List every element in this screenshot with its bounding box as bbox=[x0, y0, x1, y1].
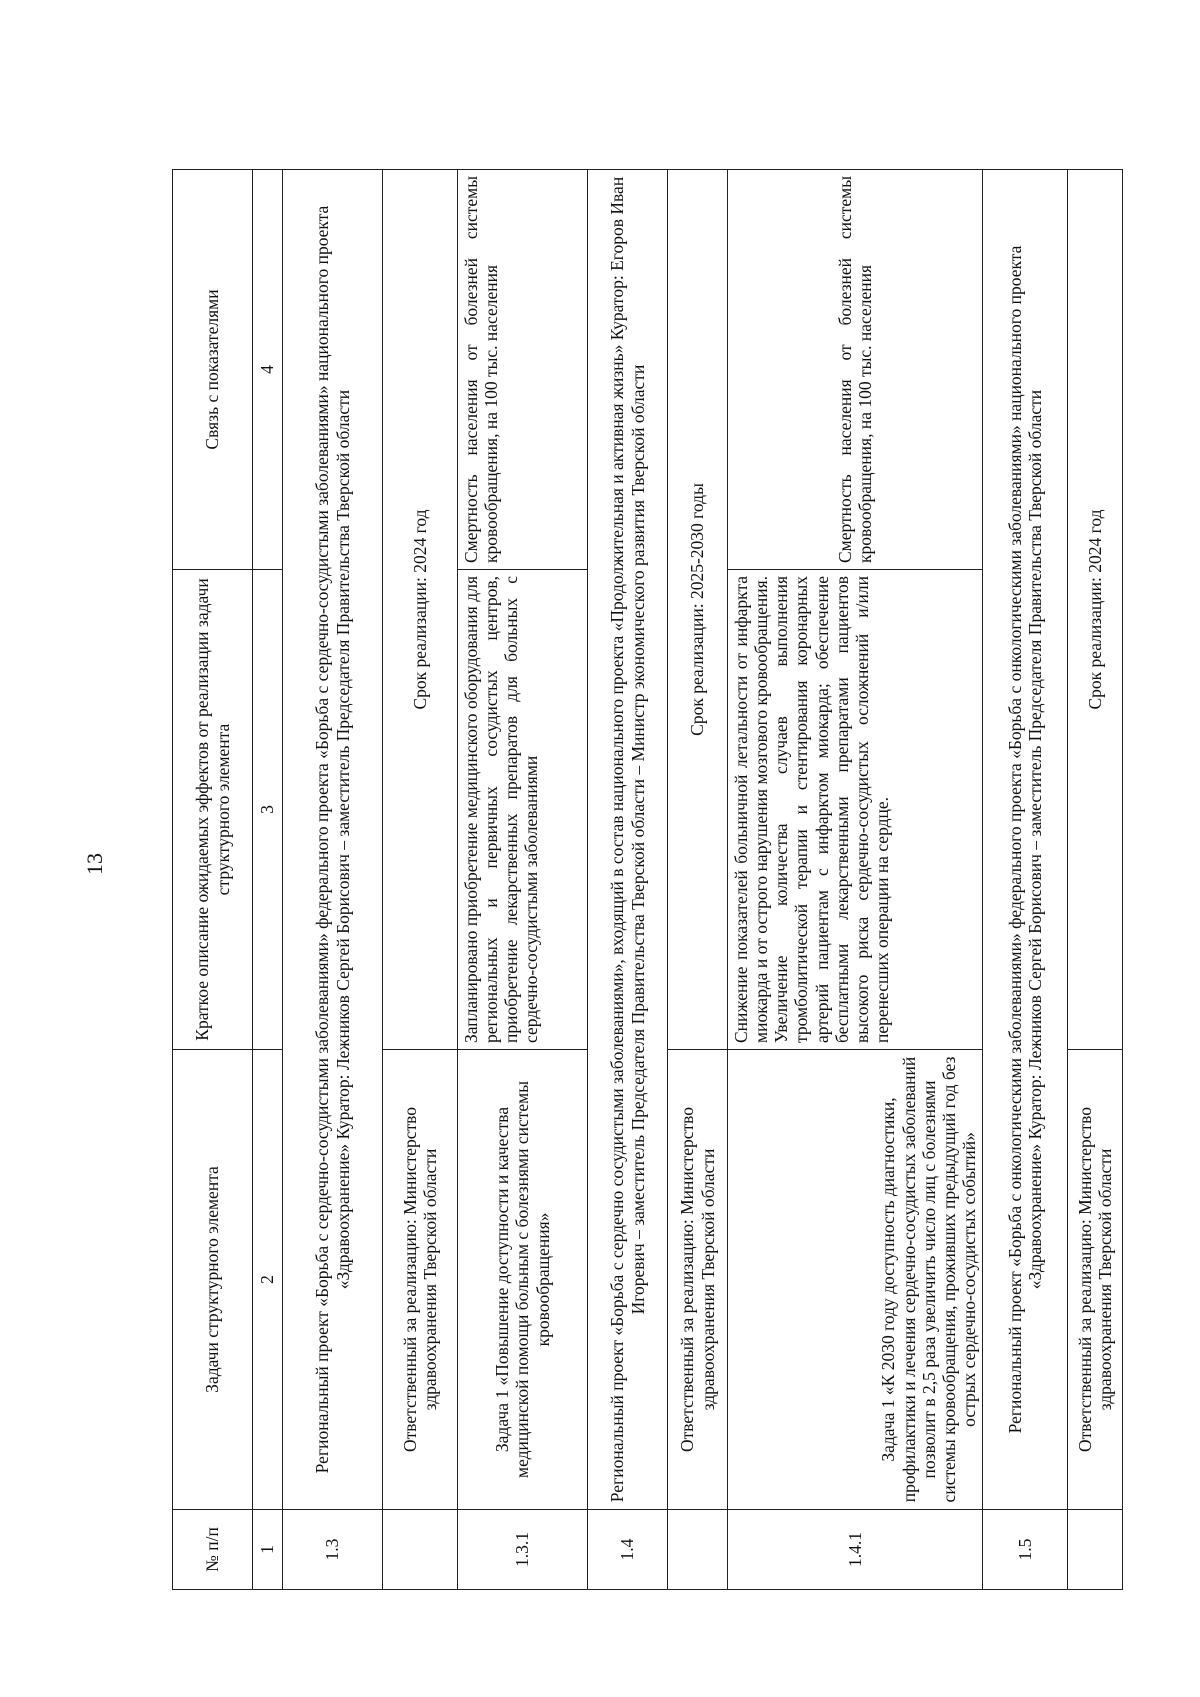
empty-cell bbox=[668, 1510, 728, 1590]
project-title: Региональный проект «Борьба с сердечно сосудистыми заболеваниями», входящий в состав национального проекта «Продолжительная и активная жизнь» Куратор: Егоров Иван Игоревич – заместитель Председателя Правительства Тверской области – Министр экономического развития Тверской области bbox=[588, 170, 668, 1510]
project-title: Региональный проект «Борьба с онкологическими заболеваниями» федерального проекта «Борьба с онкологическими заболеваниями» национального проекта «Здравоохранение» Куратор: Лежников Сергей Борисович – заместитель Председателя Правительства Тверской области bbox=[983, 170, 1068, 1510]
table-row bbox=[1068, 170, 1123, 1590]
indicator-cell: Смертность населения от болезней системы кровообращения, на 100 тыс. населения bbox=[458, 170, 588, 570]
col-number-4: 4 bbox=[253, 170, 283, 570]
rotated-table-sheet bbox=[172, 170, 1115, 1590]
header-tasks: Задачи структурного элемента bbox=[173, 1050, 253, 1510]
table-row bbox=[983, 170, 1068, 1590]
table-row bbox=[728, 170, 983, 1590]
indicator-cell: Смертность населения от болезней системы кровообращения, на 100 тыс. населения bbox=[728, 170, 983, 570]
column-numbers-row bbox=[253, 170, 283, 1590]
table-row bbox=[283, 170, 383, 1590]
table-row bbox=[383, 170, 458, 1590]
table-row bbox=[458, 170, 588, 1590]
col-number-2: 2 bbox=[253, 1050, 283, 1510]
row-number: 1.3.1 bbox=[458, 1510, 588, 1590]
structural-elements-table bbox=[172, 169, 1123, 1590]
header-effects: Краткое описание ожидаемых эффектов от реализации задачи структурного элемента bbox=[173, 570, 253, 1050]
row-number: 1.4 bbox=[588, 1510, 668, 1590]
row-number: 1.5 bbox=[983, 1510, 1068, 1590]
task-cell: Задача 1 «Повышение доступности и качества медицинской помощи больным с болезнями системы кровообращения» bbox=[458, 1050, 588, 1510]
header-row bbox=[173, 170, 253, 1590]
empty-cell bbox=[1068, 1510, 1123, 1590]
col-number-3: 3 bbox=[253, 570, 283, 1050]
col-number-1: 1 bbox=[253, 1510, 283, 1590]
header-indicators: Связь с показателями bbox=[173, 170, 253, 570]
row-number: 1.4.1 bbox=[728, 1510, 983, 1590]
empty-cell bbox=[383, 1510, 458, 1590]
effect-cell: Запланировано приобретение медицинского оборудования для региональных и первичных сосудистых центров, приобретение лекарственных препаратов для больных с сердечно-сосудистыми заболеваниями bbox=[458, 570, 588, 1050]
term-cell: Срок реализации: 2024 год bbox=[1068, 170, 1123, 1050]
responsible-cell: Ответственный за реализацию: Министерство здравоохранения Тверской области bbox=[383, 1050, 458, 1510]
effect-cell: Снижение показателей больничной летальности от инфаркта миокарда и от острого нарушения мозгового кровообращения. Увеличение количества случаев выполнения тромболитической терапии и стентирования коронарных артерий пациентам с инфарктом миокарда; обеспечение бесплатными лекарственными препаратами пациентов высокого риска сердечно-сосудистых осложнений и/или перенесших операции на сердце. bbox=[728, 570, 983, 1050]
responsible-cell: Ответственный за реализацию: Министерство здравоохранения Тверской области bbox=[1068, 1050, 1123, 1510]
page-number: 13 bbox=[82, 853, 107, 875]
row-number: 1.3 bbox=[283, 1510, 383, 1590]
project-title: Региональный проект «Борьба с сердечно-сосудистыми заболеваниями» федерального проекта «Борьба с сердечно-сосудистыми заболеваниями» национального проекта «Здравоохранение» Куратор: Лежников Сергей Борисович – заместитель Председателя Правительства Тверской области bbox=[283, 170, 383, 1510]
header-num: № п/п bbox=[173, 1510, 253, 1590]
table-row bbox=[588, 170, 668, 1590]
responsible-cell: Ответственный за реализацию: Министерство здравоохранения Тверской области bbox=[668, 1050, 728, 1510]
task-cell: Задача 1 «К 2030 году доступность диагностики, профилактики и лечения сердечно-сосудистых заболеваний позволит в 2,5 раза увеличить число лиц с болезнями системы кровообращения, проживших предыдущий год без острых сердечно-сосудистых событий» bbox=[728, 1050, 983, 1510]
table-row bbox=[668, 170, 728, 1590]
term-cell: Срок реализации: 2025-2030 годы bbox=[668, 170, 728, 1050]
term-cell: Срок реализации: 2024 год bbox=[383, 170, 458, 1050]
